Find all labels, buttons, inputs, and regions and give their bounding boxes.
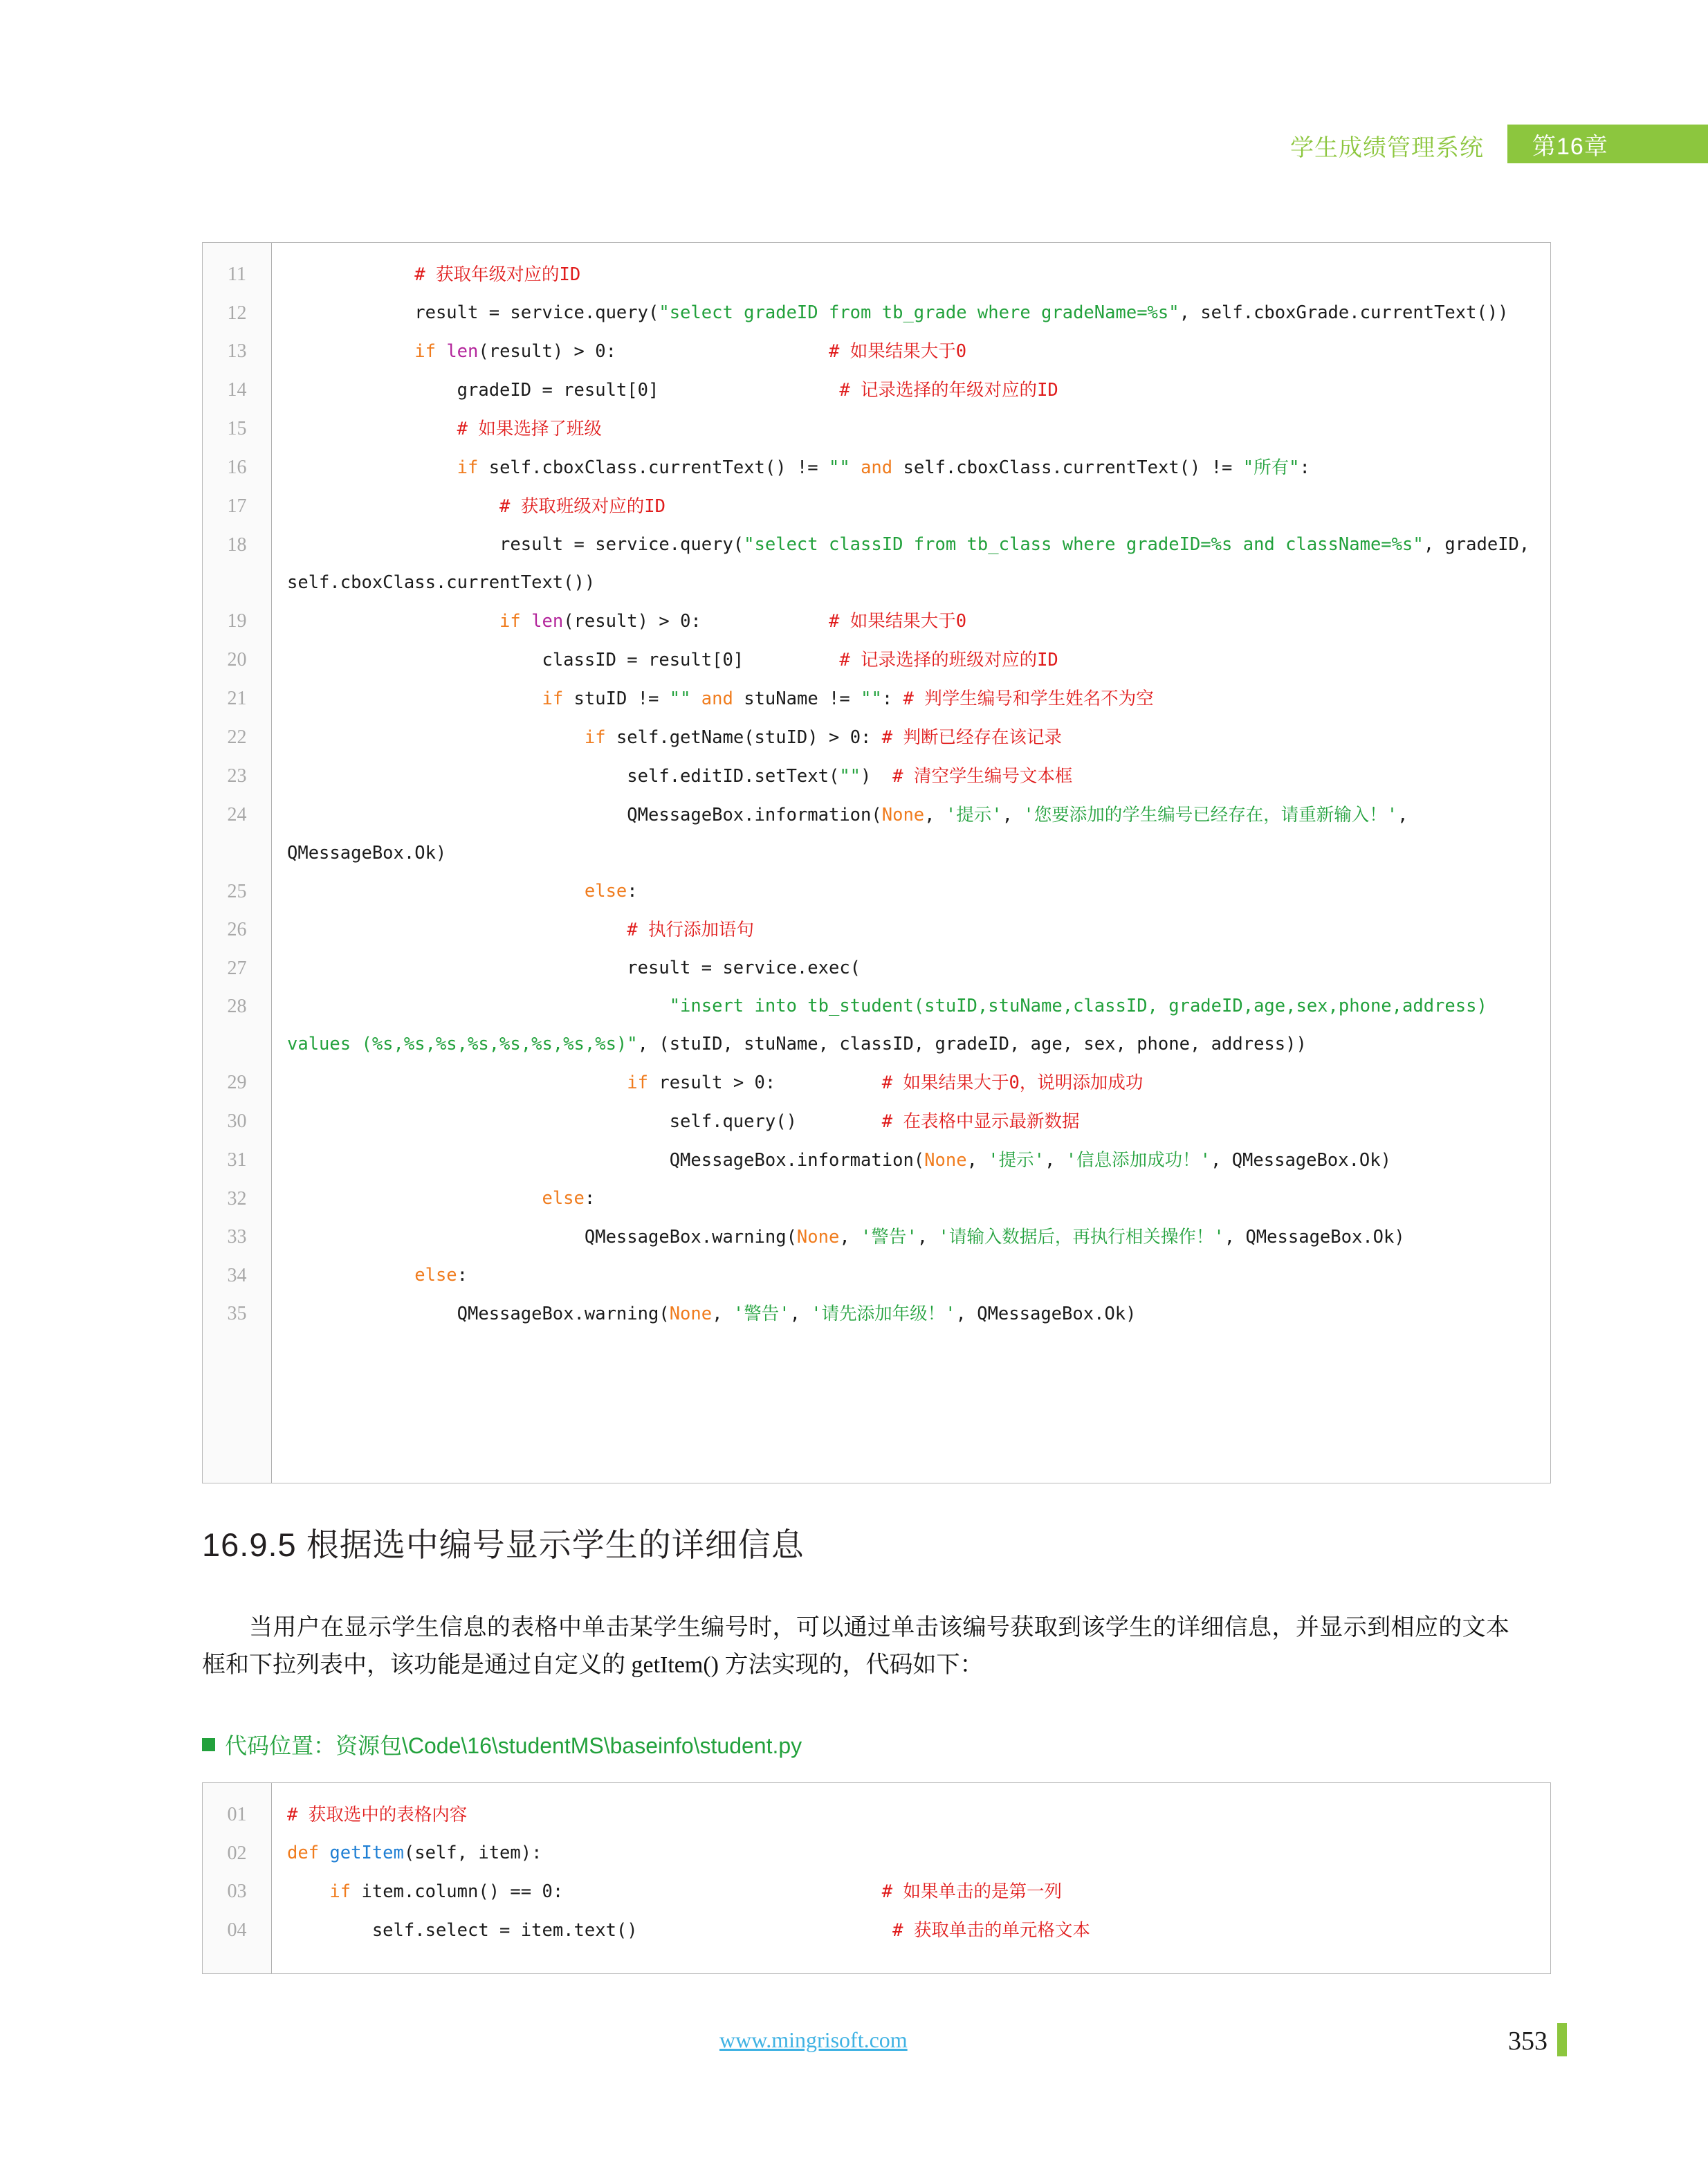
code-line-number: 23 [227,765,247,787]
code-block-secondary [202,1782,1551,1974]
code-line: def getItem(self, item): [287,1843,542,1863]
footer-website-link[interactable]: www.mingrisoft.com [719,2027,908,2052]
code-line-number: 21 [227,688,247,709]
code-line: if stuID != "" and stuName != "": # 判学生编号和学生姓名不为空 [542,688,1154,709]
page-number-accent-bar [1557,2023,1567,2056]
code-line: if self.getName(stuID) > 0: # 判断已经存在该记录 [584,727,1062,748]
code-line: self.select = item.text() # 获取单击的单元格文本 [287,1920,1090,1941]
code-line: QMessageBox.information(None, '提示', '您要添加的学生编号已经存在，请重新输入！', QMessageBox.Ok) [287,805,1419,864]
running-head [0,125,1708,170]
code-line-number: 29 [227,1072,247,1093]
code-line: if self.cboxClass.currentText() != "" and self.cboxClass.currentText() != "所有": [457,457,1310,478]
code-line: # 获取班级对应的ID [499,496,665,517]
code-line-number: 35 [227,1303,247,1324]
code-line: QMessageBox.warning(None, '警告', '请先添加年级！', QMessageBox.Ok) [287,1304,1137,1324]
code-line: # 如果选择了班级 [457,419,602,439]
code-block-primary [202,242,1551,1483]
line-number-gutter [203,1783,272,1973]
chapter-badge-label: 第16章 [1532,133,1608,160]
code-line-number: 24 [227,804,247,825]
code-line: self.query() # 在表格中显示最新数据 [287,1111,1080,1132]
page-number: 353 [1508,2027,1548,2056]
code-line-number: 26 [227,919,247,940]
code-line-number: 11 [228,264,246,285]
code-line: # 获取选中的表格内容 [287,1805,468,1825]
code-line-number: 28 [227,996,247,1017]
code-line-number: 30 [227,1111,247,1132]
chapter-badge [1507,125,1708,163]
code-content-area [272,243,1550,1483]
running-head-title: 学生成绩管理系统 [1290,135,1484,161]
code-line-number: 17 [227,495,247,517]
code-line: "insert into tb_student(stuID,stuName,classID, gradeID,age,sex,phone,address) values (%s,%s,%s,%s,%s,%s,%s,%s)", (stuID, stuName, classID, gradeID, age, sex, phone, address)) [287,996,1498,1054]
code-content-area [272,1783,1550,1973]
code-line-number: 03 [227,1881,247,1902]
code-line: result = service.query("select gradeID from tb_grade where gradeName=%s", self.cboxGrade.currentText()) [287,302,1509,323]
code-line-number: 19 [227,610,247,632]
code-line-number: 01 [227,1804,247,1825]
code-line-number: 34 [227,1265,247,1286]
code-line-number: 12 [227,302,247,324]
code-line: if result > 0: # 如果结果大于0，说明添加成功 [627,1072,1144,1093]
code-line-number: 27 [227,958,247,979]
code-line-number: 04 [227,1919,247,1941]
code-line-number: 31 [227,1149,247,1171]
code-line: # 获取年级对应的ID [414,264,581,285]
code-line: if item.column() == 0: # 如果单击的是第一列 [329,1881,1062,1902]
code-line: result = service.query("select classID from tb_class where gradeID=%s and className=%s", gradeID, self.cboxClass.currentText()) [287,534,1541,593]
code-line: result = service.exec( [287,958,861,978]
code-line: classID = result[0] # 记录选择的班级对应的ID [287,650,1058,670]
code-line-number: 18 [227,534,247,556]
code-line-number: 02 [227,1843,247,1864]
line-number-gutter [203,243,272,1483]
code-line-number: 16 [227,457,247,478]
code-line-number: 15 [227,418,247,439]
code-line: self.editID.setText("") # 清空学生编号文本框 [287,766,1073,787]
code-line-number: 14 [227,379,247,401]
code-line: QMessageBox.warning(None, '警告', '请输入数据后，再执行相关操作！', QMessageBox.Ok) [287,1227,1405,1248]
code-line: if len(result) > 0: # 如果结果大于0 [414,341,967,362]
code-line: else: [584,881,638,902]
code-line: # 执行添加语句 [627,920,755,940]
code-line-number: 25 [227,881,247,902]
code-line-number: 32 [227,1188,247,1209]
code-location-text: 代码位置：资源包\Code\16\studentMS\baseinfo\student.py [225,1733,802,1758]
code-line: QMessageBox.information(None, '提示', '信息添加成功！', QMessageBox.Ok) [287,1150,1391,1171]
code-line-number: 20 [227,649,247,670]
body-paragraph: 当用户在显示学生信息的表格中单击某学生编号时，可以通过单击该编号获取到该学生的详细信息，并显示到相应的文本框和下拉列表中，该功能是通过自定义的 getItem() 方法实现的，代码如下： [202,1615,1509,1678]
code-line: else: [414,1265,468,1286]
code-line-number: 22 [227,727,247,748]
section-heading: 16.9.5 根据选中编号显示学生的详细信息 [202,1526,805,1563]
code-line-number: 33 [227,1226,247,1248]
code-location-line [202,1728,802,1760]
square-bullet-icon [202,1738,215,1751]
code-line: gradeID = result[0] # 记录选择的年级对应的ID [287,380,1058,401]
code-line-number: 13 [227,340,247,362]
code-line: else: [542,1188,596,1209]
code-line: if len(result) > 0: # 如果结果大于0 [499,611,967,632]
